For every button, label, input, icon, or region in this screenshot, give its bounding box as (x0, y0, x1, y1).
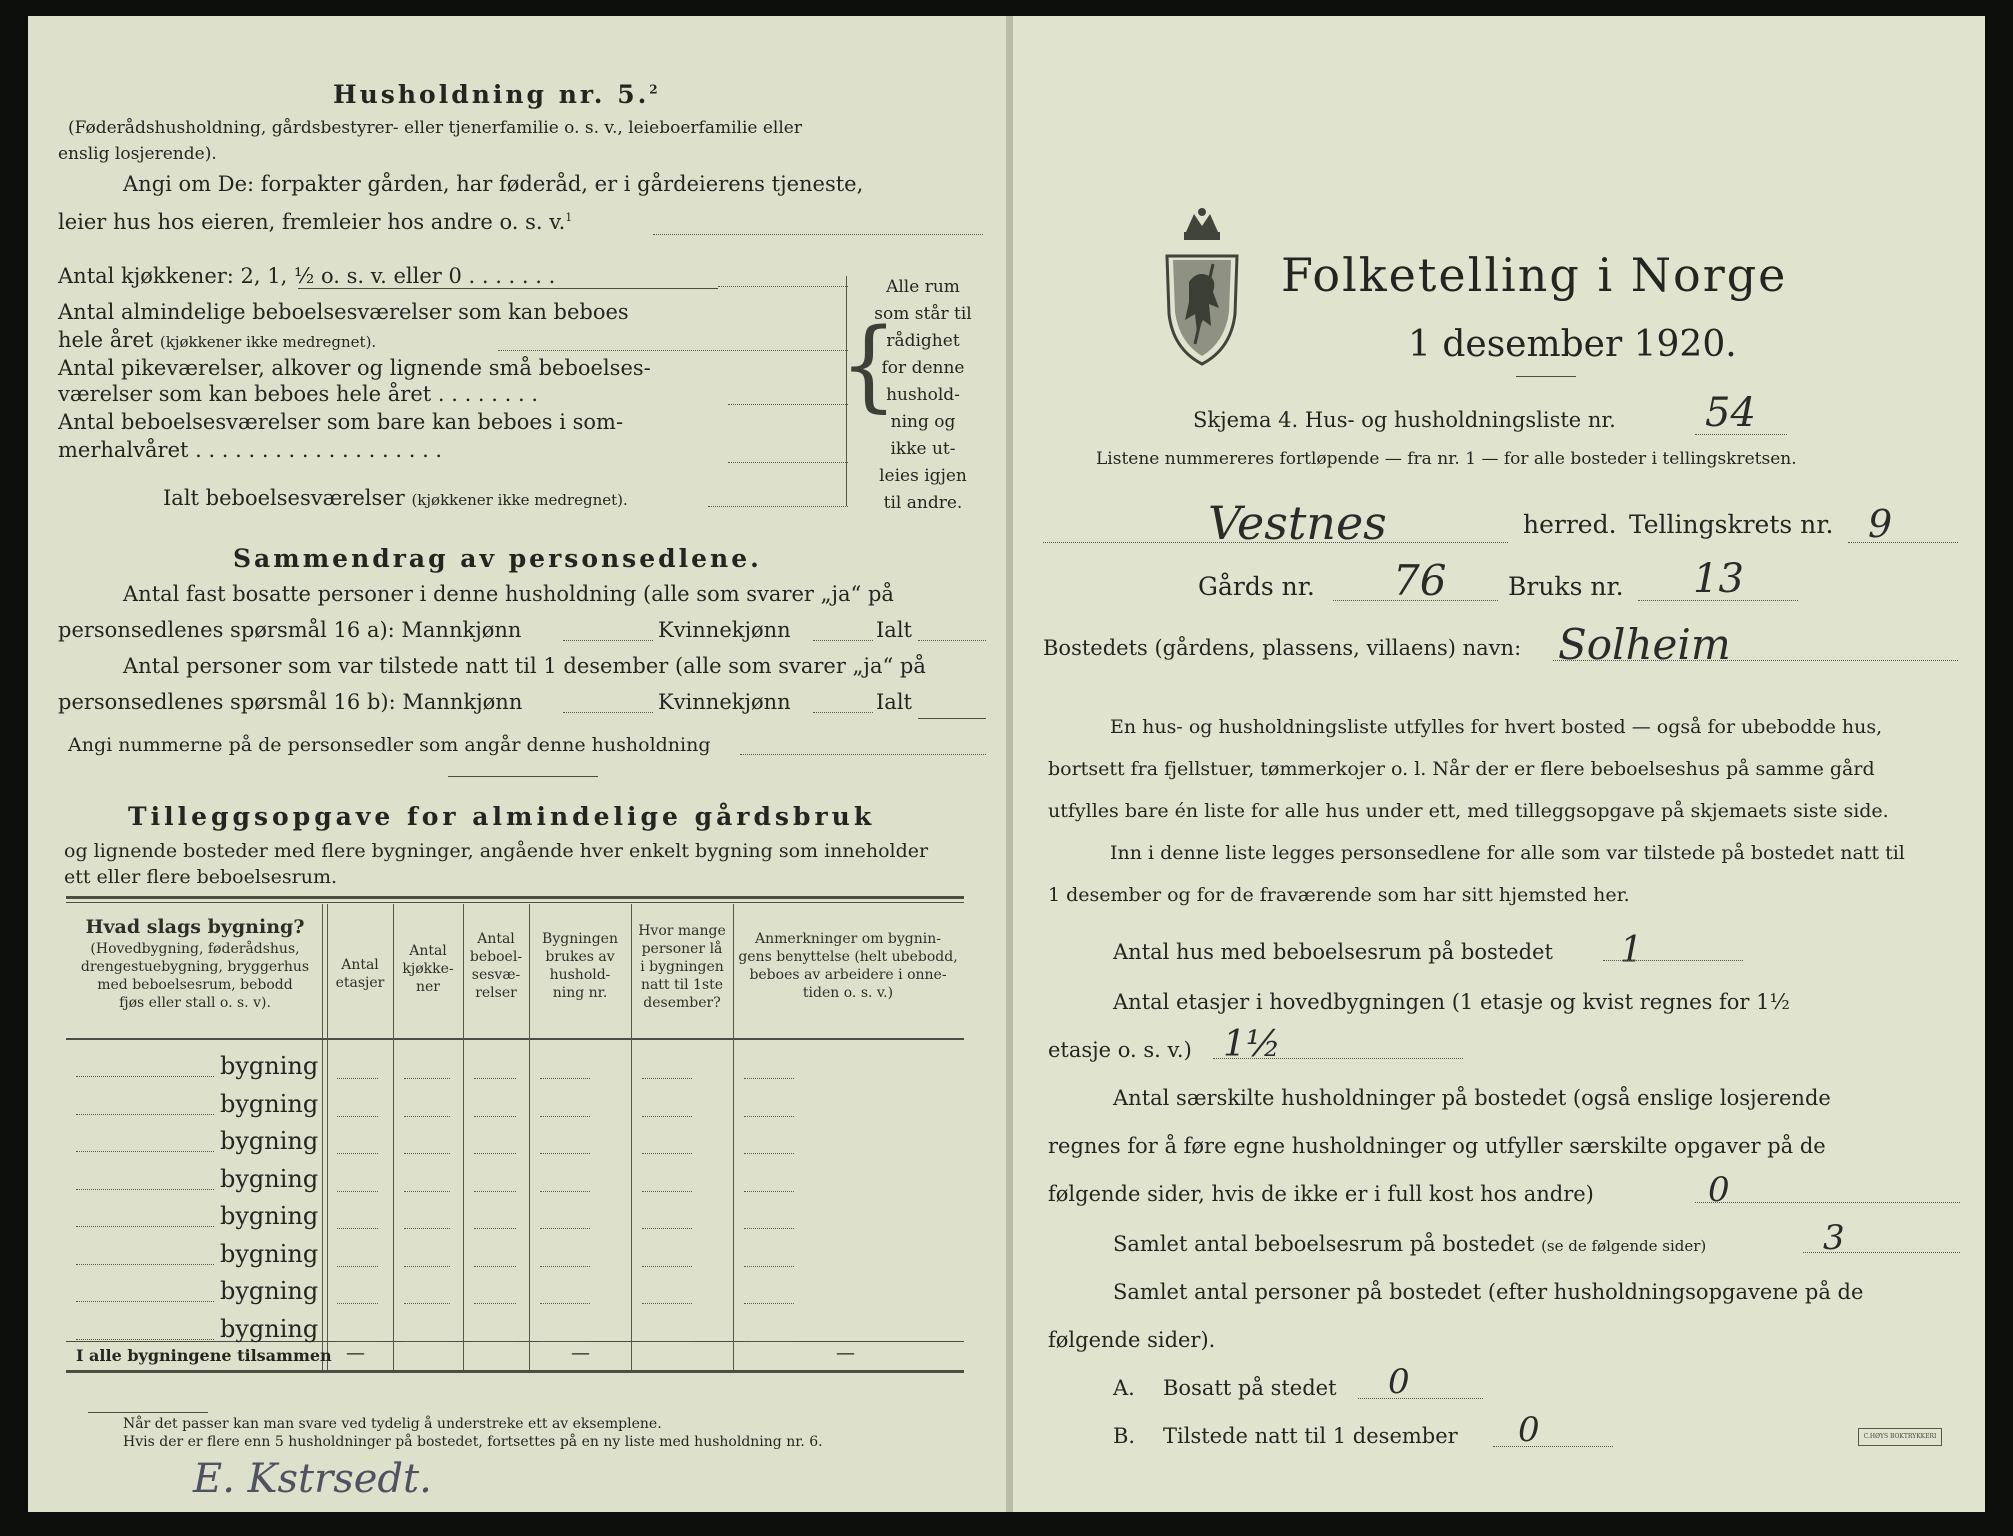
list-number-value: 54 (1705, 390, 1756, 436)
table-cell[interactable] (540, 1266, 590, 1267)
building-row-label: bygning (220, 1314, 319, 1343)
instructions-3: utfylles bare én liste for alle hus under ett, med tilleggsopgave på skjemaets siste side. (1048, 800, 1889, 822)
table-cell[interactable] (744, 1191, 794, 1192)
table-cell[interactable] (337, 1303, 378, 1304)
q-rooms-field[interactable] (1803, 1252, 1960, 1253)
table-header-line: etasjer (335, 975, 385, 991)
q-persons-1: Samlet antal personer på bostedet (efter husholdningsopgavene på de (1113, 1280, 1864, 1304)
summary-resident-2: personsedlenes spørsmål 16 a): Mannkjønn (58, 618, 522, 642)
table-cell[interactable] (474, 1266, 516, 1267)
table-header-line: med beboelsesrum, bebodd (97, 977, 293, 993)
bruks-value: 13 (1693, 556, 1744, 602)
q-floors-1: Antal etasjer i hovedbygningen (1 etasje og kvist regnes for 1½ (1113, 990, 1790, 1014)
table-cell[interactable] (337, 1228, 378, 1229)
table-cell[interactable] (744, 1266, 794, 1267)
title-rule (1516, 376, 1576, 377)
building-row-label: bygning (220, 1164, 319, 1193)
building-name-field[interactable] (76, 1264, 214, 1265)
building-name-field[interactable] (76, 1301, 214, 1302)
household-intro: (Føderådshusholdning, gårdsbestyrer- eller tjenerfamilie o. s. v., leieboerfamilie eller (68, 118, 802, 138)
total-floors-dash: — (346, 1342, 365, 1364)
table-cell[interactable] (744, 1153, 794, 1154)
building-name-field[interactable] (76, 1339, 214, 1340)
ask-answer-field[interactable] (653, 234, 983, 235)
q-households-2: regnes for å føre egne husholdninger og utfyller særskilte opgaver på de (1048, 1134, 1826, 1158)
table-cell[interactable] (404, 1116, 450, 1117)
rooms-ordinary-2: hele året (kjøkkener ikke medregnet). (58, 328, 377, 352)
table-cell[interactable] (474, 1303, 516, 1304)
building-row-label: bygning (220, 1052, 319, 1080)
table-cell[interactable] (404, 1266, 450, 1267)
building-row-label: bygning (220, 1239, 319, 1268)
table-header-line: beboes av arbeidere i onne- (749, 967, 947, 983)
table-header-line: natt til 1ste (640, 977, 724, 993)
q-households-3: følgende sider, hvis de ikke er i full kost hos andre) (1048, 1182, 1594, 1206)
census-date: 1 desember 1920. (1408, 324, 1737, 365)
summary-present-2: personsedlenes spørsmål 16 b): Mannkjønn (58, 690, 523, 714)
building-name-field[interactable] (76, 1076, 214, 1077)
angi-nummer: Angi nummerne på de personsedler som angår denne husholdning (68, 734, 711, 756)
instructions-1: En hus- og husholdningsliste utfylles for hvert bosted — også for ubebodde hus, (1110, 716, 1883, 738)
table-cell[interactable] (744, 1341, 794, 1342)
table-cell[interactable] (404, 1153, 450, 1154)
table-top-rule-2 (66, 902, 964, 903)
gards-field[interactable] (1333, 600, 1498, 601)
herred-field[interactable] (1043, 542, 1508, 543)
instructions-5: 1 desember og for de fraværende som har sitt hjemsted her. (1048, 884, 1630, 906)
side-note: Alle rum som står til rådighet for denne hushold- ning og ikke ut- leies igjen til andre. (874, 277, 972, 513)
table-header-line: ner (416, 979, 440, 995)
table-header-line: relser (475, 985, 517, 1001)
table-cell[interactable] (337, 1153, 378, 1154)
building-row-label: bygning (220, 1202, 319, 1230)
gards-label: Gårds nr. (1198, 572, 1315, 601)
rooms-summer-2: merhalvåret . . . . . . . . . . . . . . . . . . . (58, 438, 443, 462)
table-cell[interactable] (744, 1116, 794, 1117)
table-header-line: fjøs eller stall o. s. v). (119, 995, 271, 1011)
q-floors-2: etasje o. s. v.) (1048, 1038, 1192, 1062)
present-total-field[interactable] (918, 718, 986, 719)
building-name-field[interactable] (76, 1226, 214, 1227)
total-row-label: I alle bygningene tilsammen (76, 1346, 332, 1365)
rooms-maid-2: værelser som kan beboes hele året . . . . . . . . (58, 382, 538, 406)
bosted-value: Solheim (1558, 620, 1731, 669)
q-houses-field[interactable] (1603, 960, 1743, 961)
table-header-line: desember? (643, 995, 721, 1011)
ask-line-1: Angi om De: forpakter gården, har føderåd, er i gårdeierens tjeneste, (123, 172, 864, 196)
rooms-kitchens: Antal kjøkkener: 2, 1, ½ o. s. v. eller 0 . . . . . . . (58, 264, 556, 288)
tillegg-desc-1: og lignende bosteder med flere bygninger, angående hver enkelt bygning som inneholder (64, 840, 929, 862)
b-text: Tilstede natt til 1 desember (1163, 1424, 1458, 1448)
header-household-no (530, 930, 630, 1002)
table-header-rule (66, 1038, 964, 1040)
table-cell[interactable] (337, 1191, 378, 1192)
table-cell[interactable] (404, 1303, 450, 1304)
header-building-type (70, 918, 320, 1012)
table-header-line: hushold- (549, 967, 611, 983)
table-cell[interactable] (642, 1266, 692, 1267)
rooms-maid: Antal pikeværelser, alkover og lignende små beboelses- (58, 356, 651, 380)
tillegg-title: Tilleggsopgave for almindelige gårdsbruk (128, 802, 876, 831)
q-persons-2: følgende sider). (1048, 1328, 1216, 1352)
present-female-field[interactable] (813, 712, 873, 713)
table-cell[interactable] (642, 1078, 692, 1079)
a-label: A. (1113, 1376, 1135, 1400)
rooms-summer: Antal beboelsesværelser som bare kan beboes i som- (58, 410, 624, 434)
table-header-line: gens benyttelse (helt ubebodd, (738, 949, 958, 965)
rooms-total: Ialt beboelsesværelser (kjøkkener ikke medregnet). (163, 486, 628, 510)
skjema-line: Skjema 4. Hus- og husholdningsliste nr. (1193, 408, 1616, 432)
printer-mark: C.HØYS BOKTRYKKERI (1858, 1428, 1942, 1446)
building-row-label: bygning (220, 1089, 319, 1118)
a-text: Bosatt på stedet (1163, 1376, 1337, 1400)
building-name-field[interactable] (76, 1189, 214, 1190)
gards-value: 76 (1393, 556, 1447, 605)
header-persons (632, 922, 732, 1012)
building-row-label: bygning (220, 1127, 319, 1155)
right-page (1013, 16, 1985, 1512)
census-title: Folketelling i Norge (1281, 248, 1788, 302)
table-header-line: beboel- (469, 949, 523, 965)
total-household-dash: — (571, 1342, 590, 1364)
table-cell[interactable] (337, 1266, 378, 1267)
left-page (28, 16, 1006, 1512)
table-bottom-rule (66, 1370, 964, 1373)
instructions-4: Inn i denne liste legges personsedlene for alle som var tilstede på bostedet natt til (1110, 842, 1905, 864)
header-kitchens (394, 942, 462, 996)
resident-total-field[interactable] (918, 640, 986, 641)
table-cell[interactable] (474, 1191, 516, 1192)
ordinary-rooms-field[interactable] (498, 350, 848, 351)
table-header-line: drengestuebygning, bryggerhus (80, 959, 310, 975)
instructions-2: bortsett fra fjellstuer, tømmerkojer o. l. Når der er flere beboelseshus på samme gård (1048, 758, 1875, 780)
rooms-kitchens-underline (298, 288, 718, 289)
total-rooms-field[interactable] (708, 506, 848, 507)
table-header-line: kjøkke- (402, 961, 454, 977)
summary-resident-1: Antal fast bosatte personer i denne husholdning (alle som svarer „ja“ på (123, 582, 894, 606)
table-cell[interactable] (404, 1191, 450, 1192)
table-cell[interactable] (337, 1078, 378, 1079)
table-header-line: Hvor mange (638, 923, 726, 939)
q-houses-value: 1 (1620, 930, 1643, 971)
table-header-line: Bygningen (542, 931, 618, 947)
q-floors-value: 1½ (1223, 1024, 1281, 1065)
table-header-line: sesvæ- (471, 967, 521, 983)
listene-note: Listene nummereres fortløpende — fra nr. 1 — for alle bosteder i tellingskretsen. (1096, 449, 1797, 469)
table-cell[interactable] (744, 1078, 794, 1079)
signature: E. Kstrsedt. (193, 1456, 432, 1502)
bruks-label: Bruks nr. (1508, 572, 1624, 601)
ask-line-2: leier hus hos eieren, fremleier hos andre o. s. v.$^1$ (58, 210, 573, 234)
table-cell[interactable] (540, 1228, 590, 1229)
brace: { (840, 307, 898, 424)
footnote-2: Hvis der er flere enn 5 husholdninger på bostedet, fortsettes på en ny liste med husholdning nr. 6. (123, 1434, 823, 1450)
q-rooms: Samlet antal beboelsesrum på bostedet (se de følgende sider) (1113, 1232, 1707, 1256)
page-fold (1006, 16, 1013, 1512)
table-cell[interactable] (642, 1116, 692, 1117)
table-header-line: Antal (341, 957, 379, 973)
table-cell[interactable] (642, 1153, 692, 1154)
summary-present-1: Antal personer som var tilstede natt til 1 desember (alle som svarer „ja“ på (123, 654, 926, 678)
b-value: 0 (1518, 1410, 1540, 1450)
table-top-rule (66, 896, 964, 899)
household-intro-2: enslig losjerende). (58, 144, 217, 164)
footnote-1: Når det passer kan man svare ved tydelig å understreke ett av eksemplene. (123, 1416, 662, 1432)
maid-rooms-field[interactable] (728, 404, 848, 405)
bosted-label: Bostedets (gårdens, plassens, villaens) navn: (1043, 636, 1522, 660)
resident-male-field[interactable] (563, 640, 653, 641)
table-header-line: personer lå (641, 941, 723, 957)
section-divider (448, 776, 598, 777)
table-header-line: brukes av (545, 949, 615, 965)
table-cell[interactable] (540, 1153, 590, 1154)
herred-label: herred. (1523, 510, 1617, 539)
table-header-line: Antal (477, 931, 515, 947)
header-floors (328, 956, 392, 992)
coat-of-arms-icon (1161, 204, 1243, 372)
table-cell[interactable] (404, 1078, 450, 1079)
table-cell[interactable] (540, 1078, 590, 1079)
table-header-line: Hvad slags bygning? (85, 916, 305, 938)
q-households-field[interactable] (1695, 1202, 1960, 1203)
table-cell[interactable] (540, 1191, 590, 1192)
present-female-label: Kvinnekjønn (658, 690, 791, 714)
tillegg-desc-2: ett eller flere beboelsesrum. (64, 866, 338, 888)
table-cell[interactable] (540, 1303, 590, 1304)
tellingskrets-value: 9 (1868, 502, 1893, 546)
table-cell[interactable] (744, 1228, 794, 1229)
footnote-rule (88, 1412, 208, 1413)
table-header-line: Antal (409, 943, 447, 959)
table-cell[interactable] (642, 1341, 692, 1342)
rooms-ordinary: Antal almindelige beboelsesværelser som kan beboes (58, 300, 629, 324)
present-male-field[interactable] (563, 712, 653, 713)
header-rooms (464, 930, 528, 1002)
household-title: Husholdning nr. 5.$^2$ (333, 80, 661, 109)
building-name-field[interactable] (76, 1151, 214, 1152)
tellingskrets-label: Tellingskrets nr. (1629, 510, 1834, 539)
building-row-label: bygning (220, 1277, 319, 1305)
resident-female-field[interactable] (813, 640, 873, 641)
kitchens-field[interactable] (718, 286, 848, 287)
side-note-divider (846, 276, 848, 506)
table-cell[interactable] (744, 1303, 794, 1304)
table-cell[interactable] (474, 1153, 516, 1154)
resident-female-label: Kvinnekjønn (658, 618, 791, 642)
bosted-field[interactable] (1553, 660, 1958, 661)
a-value: 0 (1388, 1362, 1410, 1402)
table-cell[interactable] (642, 1191, 692, 1192)
q-floors-field[interactable] (1213, 1058, 1463, 1059)
table-cell[interactable] (474, 1341, 516, 1342)
q-households-1: Antal særskilte husholdninger på bostedet (også enslige losjerende (1113, 1086, 1831, 1110)
table-header-line: tiden o. s. v.) (802, 985, 894, 1001)
herred-value: Vestnes (1208, 496, 1387, 550)
header-remarks (734, 930, 962, 1002)
table-cell[interactable] (540, 1116, 590, 1117)
tellingskrets-field[interactable] (1848, 542, 1958, 543)
table-cell[interactable] (474, 1078, 516, 1079)
table-cell[interactable] (337, 1116, 378, 1117)
list-number-field[interactable] (1695, 434, 1787, 435)
q-houses: Antal hus med beboelsesrum på bostedet (1113, 940, 1553, 964)
present-total-label: Ialt (876, 690, 912, 714)
table-header-line: i bygningen (640, 959, 724, 975)
a-field[interactable] (1358, 1398, 1483, 1399)
building-name-field[interactable] (76, 1114, 214, 1115)
table-cell[interactable] (642, 1303, 692, 1304)
table-header-line: Anmerkninger om bygnin- (755, 931, 941, 947)
resident-total-label: Ialt (876, 618, 912, 642)
q-households-value: 0 (1708, 1170, 1730, 1210)
angi-nummer-field[interactable] (740, 754, 986, 755)
q-rooms-value: 3 (1823, 1218, 1845, 1258)
summary-title: Sammendrag av personsedlene. (233, 544, 762, 573)
building-table (66, 886, 964, 1401)
table-cell[interactable] (404, 1228, 450, 1229)
b-label: B. (1113, 1424, 1136, 1448)
table-cell[interactable] (474, 1228, 516, 1229)
table-header-line: (Hovedbygning, føderådshus, (90, 941, 300, 957)
table-cell[interactable] (642, 1228, 692, 1229)
table-cell[interactable] (474, 1116, 516, 1117)
summer-rooms-field[interactable] (728, 462, 848, 463)
col-divider (322, 904, 323, 1370)
table-header-line: ning nr. (552, 985, 608, 1001)
total-remarks-dash: — (836, 1342, 855, 1364)
b-field[interactable] (1493, 1446, 1613, 1447)
bruks-field[interactable] (1638, 600, 1798, 601)
table-cell[interactable] (404, 1341, 450, 1342)
